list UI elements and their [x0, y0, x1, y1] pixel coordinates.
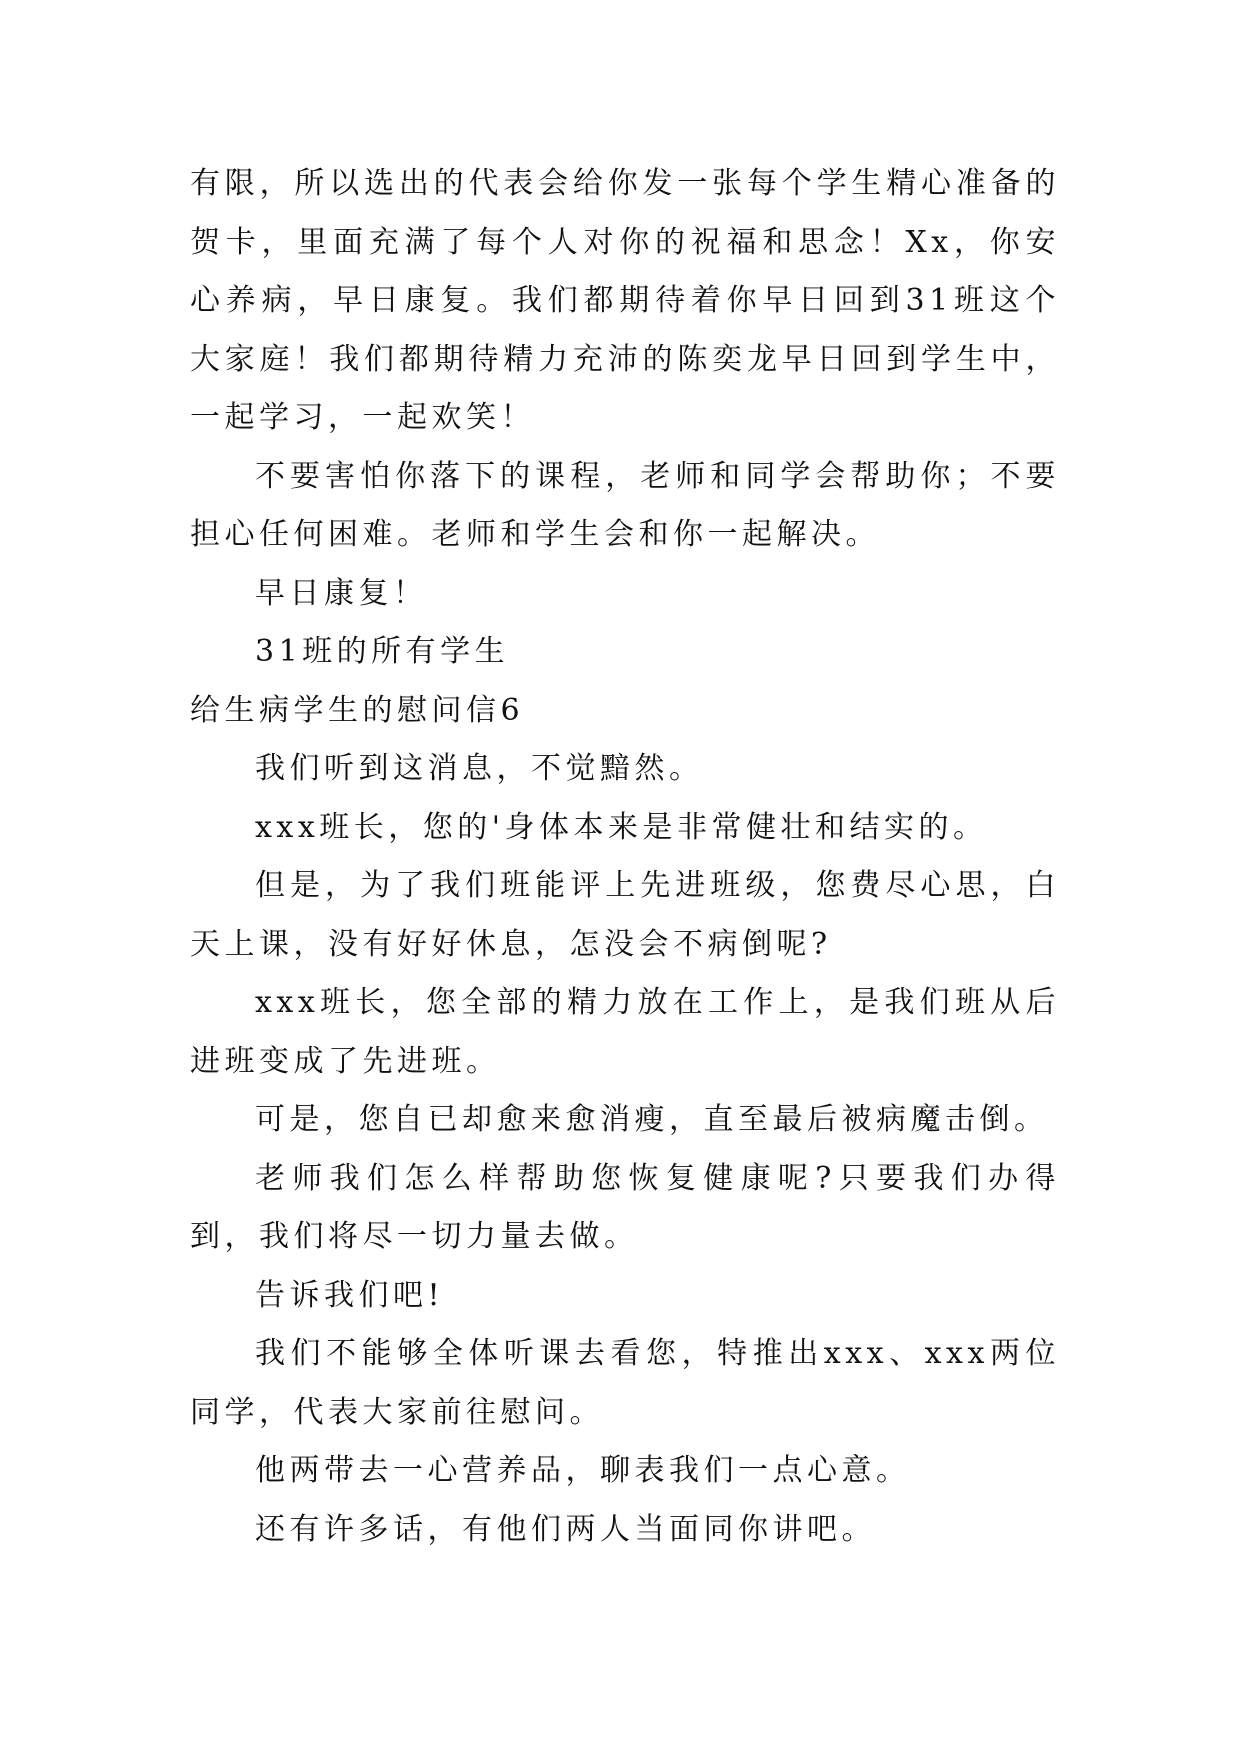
paragraph-gifts: 他两带去一心营养品，聊表我们一点心意。 [255, 1453, 911, 1488]
paragraph-get-well: 早日康复！ [255, 575, 428, 611]
paragraph-representatives: 我们不能够全体听课去看您，特推出xxx、xxx两位同学，代表大家前往慰问。 [190, 1336, 1060, 1430]
paragraph-how-help: 老师我们怎么样帮助您恢复健康呢?只要我们办得到，我们将尽一切力量去做。 [190, 1160, 1060, 1254]
paragraph-continuation: 有限，所以选出的代表会给你发一张每个学生精心准备的贺卡，里面充满了每个人对你的祝福和思念！Xx，你安心养病，早日康复。我们都期待着你早日回到31班这个大家庭！我们都期待精力充沛的陈奕龙早日回到学生中，一起学习，一起欢笑！ [190, 166, 1060, 435]
paragraph-monitor-health: xxx班长，您的'身体本来是非常健壮和结实的。 [255, 809, 988, 845]
paragraph-energy: xxx班长，您全部的精力放在工作上，是我们班从后进班变成了先进班。 [190, 985, 1060, 1079]
paragraph-tell-us: 告诉我们吧! [255, 1277, 445, 1313]
paragraph-dont-worry: 不要害怕你落下的课程，老师和同学会帮助你；不要担心任何困难。老师和学生会和你一起解决。 [190, 458, 1060, 552]
paragraph-illness: 可是，您自已却愈来愈消瘦，直至最后被病魔击倒。 [255, 1102, 1049, 1137]
paragraph-heard-news: 我们听到这消息，不觉黯然。 [255, 751, 704, 786]
letter-body [190, 155, 1060, 1559]
signature-line: 31班的所有学生 [255, 634, 510, 669]
section-heading: 给生病学生的慰问信6 [190, 692, 525, 728]
paragraph-closing: 还有许多话，有他们两人当面同你讲吧。 [255, 1511, 876, 1547]
paragraph-efforts: 但是，为了我们班能评上先进班级，您费尽心思，白天上课，没有好好休息，怎没会不病倒呢? [190, 868, 1060, 962]
